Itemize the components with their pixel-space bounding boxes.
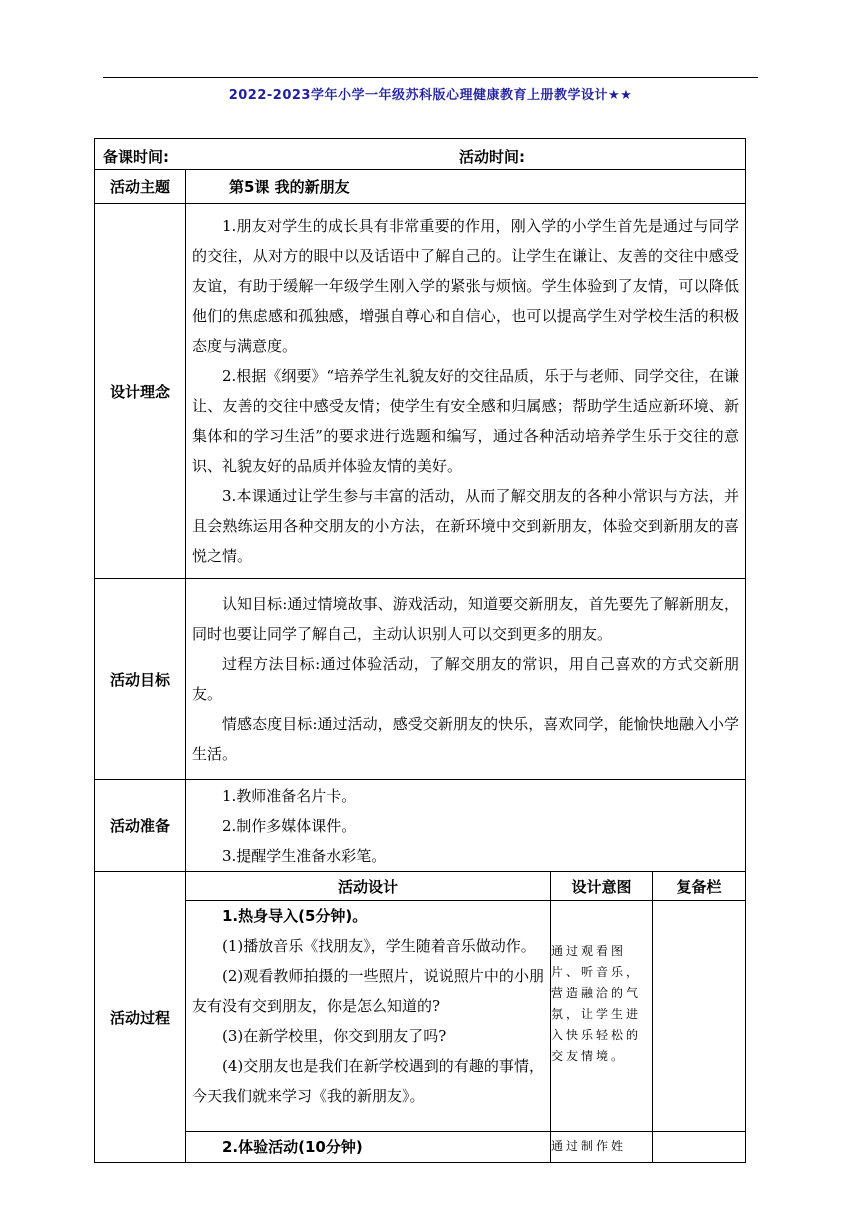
prep-content [186,780,746,872]
process-header-row [95,872,746,901]
step1-item: (2)观看教师拍摄的一些照片，说说照片中的小朋友有没有交到朋友，你是怎么知道的? [192,967,544,1015]
concept-paragraph: 2.根据《纲要》“培养学生礼貌友好的交往品质，乐于与老师、同学交往，在谦让、友善的交往中感受友情；使学生有安全感和归属感；帮助学生适应新环境、新集体和的学习生活”的要求进行选题和编写，通过各种活动培养学生乐于交往的意识、礼貌友好的品质并体验友情的美好。 [192,367,739,475]
step1-design [186,901,551,1132]
time-cell [95,139,746,170]
concept-paragraph: 3.本课通过让学生参与丰富的活动，从而了解交朋友的各种小常识与方法，并且会熟练运用各种交朋友的小方法，在新环境中交到新朋友，体验交到新朋友的喜悦之情。 [192,487,739,565]
prep-item: 3.提醒学生准备水彩笔。 [222,846,387,865]
goal-paragraph: 认知目标:通过情境故事、游戏活动，知道要交新朋友，首先要先了解新朋友，同时也要让同学了解自己，主动认识别人可以交到更多的朋友。 [192,595,739,643]
step1-heading: 1.热身导入(5分钟)。 [222,907,368,925]
step1-item: (1)播放音乐《找朋友》，学生随着音乐做动作。 [222,937,536,955]
col-review-header: 复备栏 [653,872,746,901]
step1-item: (3)在新学校里，你交到朋友了吗? [222,1027,447,1045]
step2-row [95,1132,746,1163]
theme-row [95,170,746,204]
prep-item: 2.制作多媒体课件。 [222,816,357,835]
concept-row [95,204,746,579]
step1-intent: 通过观看图片、听音乐，营造融洽的气氛，让学生进入快乐轻松的交友情境。 [551,901,653,1132]
lesson-plan-table [94,138,746,1163]
theme-value: 第5课 我的新朋友 [186,170,746,204]
step2-intent: 通过制作姓 [551,1132,653,1163]
prep-time-label: 备课时间: [103,147,169,166]
goal-paragraph: 情感态度目标:通过活动，感受交新朋友的快乐，喜欢同学，能愉快地融入小学生活。 [192,715,739,763]
prep-row [95,780,746,872]
step2-design [186,1132,551,1163]
prep-label: 活动准备 [95,780,186,872]
goals-label: 活动目标 [95,579,186,780]
goal-paragraph: 过程方法目标:通过体验活动，了解交朋友的常识，用自己喜欢的方式交新朋友。 [192,655,739,703]
header-rule [103,77,758,78]
concept-content [186,204,746,579]
col-design-header: 活动设计 [186,872,551,901]
col-intent-header: 设计意图 [551,872,653,901]
time-row [95,139,746,170]
activity-time-label: 活动时间: [459,147,525,166]
step2-review [653,1132,746,1163]
theme-label: 活动主题 [95,170,186,204]
goals-content [186,579,746,780]
step1-item: (4)交朋友也是我们在新学校遇到的有趣的事情，今天我们就来学习《我的新朋友》。 [192,1057,544,1105]
step1-review [653,901,746,1132]
step1-row [95,901,746,1132]
document-title: 2022-2023学年小学一年级苏科版心理健康教育上册教学设计★★ [228,88,633,103]
prep-item: 1.教师准备名片卡。 [222,786,357,805]
process-label: 活动过程 [95,872,186,1163]
goals-row [95,579,746,780]
concept-paragraph: 1.朋友对学生的成长具有非常重要的作用，刚入学的小学生首先是通过与同学的交往，从对方的眼中以及话语中了解自己的。让学生在谦让、友善的交往中感受友谊，有助于缓解一年级学生刚入学的紧张与烦恼。学生体验到了友情，可以降低他们的焦虑感和孤独感，增强自尊心和自信心，也可以提高学生对学校生活的积极态度与满意度。 [192,217,739,355]
concept-label: 设计理念 [95,204,186,579]
step2-heading: 2.体验活动(10分钟) [222,1138,363,1156]
